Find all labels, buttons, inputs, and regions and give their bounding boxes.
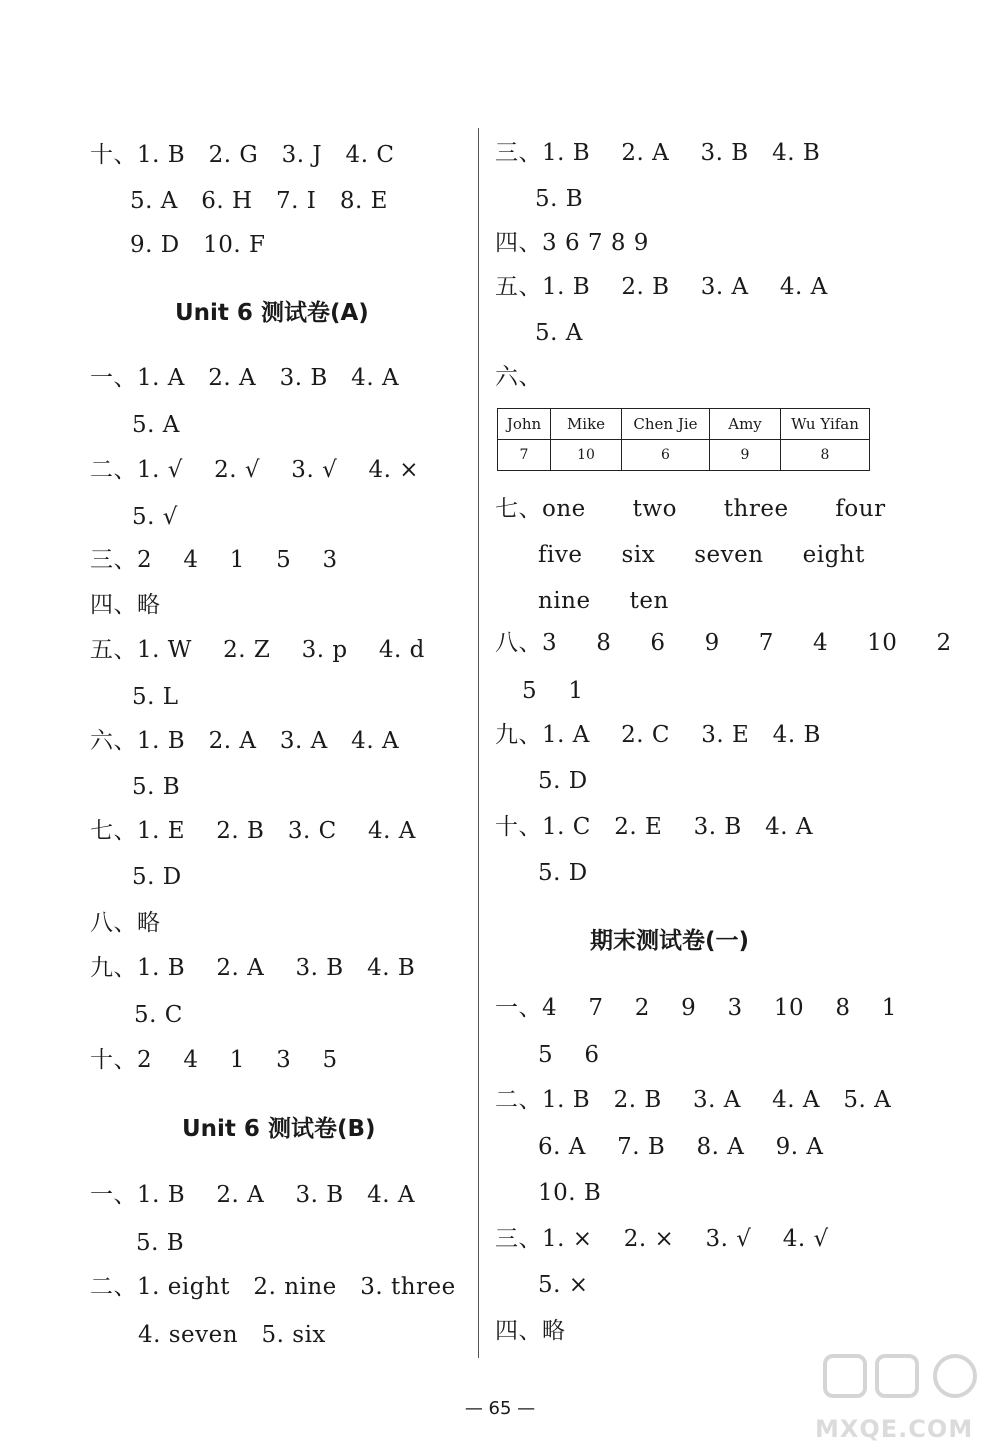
- answer-line: 七、one two three four: [495, 496, 886, 522]
- column-divider: [478, 128, 479, 1358]
- table-header-cell: Chen Jie: [622, 409, 710, 440]
- answer-line: 八、略: [90, 910, 161, 936]
- table-cell: 6: [622, 440, 710, 471]
- page-number: — 65 —: [464, 1398, 536, 1419]
- answer-line: 四、3 6 7 8 9: [495, 230, 649, 256]
- answer-line: 四、略: [90, 592, 161, 618]
- answer-line: 5. B: [535, 186, 584, 212]
- answer-line: 三、1. B 2. A 3. B 4. B: [495, 140, 821, 166]
- answer-line: 5. D: [132, 864, 182, 890]
- answer-line: 六、: [495, 364, 542, 390]
- answer-line: 三、2 4 1 5 3: [90, 547, 338, 573]
- answer-line: 5. ×: [538, 1272, 589, 1298]
- answer-line: 9. D 10. F: [130, 232, 266, 258]
- table-header-cell: Mike: [551, 409, 622, 440]
- answer-line: 5. D: [538, 860, 588, 886]
- answer-line: 5. A 6. H 7. I 8. E: [130, 188, 388, 214]
- section-heading: Unit 6 测试卷(B): [182, 1116, 376, 1142]
- answer-line: 八、3 8 6 9 7 4 10 2: [495, 630, 952, 656]
- answer-line: 一、1. B 2. A 3. B 4. A: [90, 1182, 415, 1208]
- answer-line: 五、1. W 2. Z 3. p 4. d: [90, 637, 425, 663]
- answer-line: 5. A: [535, 320, 583, 346]
- answer-line: 5. L: [132, 684, 179, 710]
- watermark-text: MXQE.COM: [815, 1415, 974, 1443]
- answer-line: 十、1. C 2. E 3. B 4. A: [495, 814, 814, 840]
- table-row: [498, 440, 870, 471]
- answer-line: 5. B: [132, 774, 181, 800]
- answer-line: 5. A: [132, 412, 180, 438]
- answer-line: 七、1. E 2. B 3. C 4. A: [90, 818, 416, 844]
- table-cell: 9: [710, 440, 781, 471]
- answer-line: 十、1. B 2. G 3. J 4. C: [90, 142, 395, 168]
- answer-line: 五、1. B 2. B 3. A 4. A: [495, 274, 828, 300]
- answer-line: 四、略: [495, 1318, 566, 1344]
- answer-line: 二、1. eight 2. nine 3. three: [90, 1274, 456, 1300]
- answer-line: 10. B: [538, 1180, 602, 1206]
- answer-line: 5. √: [132, 504, 178, 530]
- answer-line: 二、1. B 2. B 3. A 4. A 5. A: [495, 1087, 892, 1113]
- answer-line: 十、2 4 1 3 5: [90, 1047, 338, 1073]
- table-header-cell: John: [498, 409, 551, 440]
- table-cell: 8: [781, 440, 870, 471]
- answer-line: five six seven eight: [538, 542, 865, 568]
- section-heading: Unit 6 测试卷(A): [175, 300, 369, 326]
- answer-line: 5 6: [538, 1042, 600, 1068]
- answer-line: 5. C: [134, 1002, 183, 1028]
- section-heading: 期末测试卷(一): [590, 928, 750, 954]
- answer-line: 6. A 7. B 8. A 9. A: [538, 1134, 824, 1160]
- answer-line: 一、1. A 2. A 3. B 4. A: [90, 365, 400, 391]
- answer-line: 5. D: [538, 768, 588, 794]
- answer-line: 5. B: [136, 1230, 185, 1256]
- answer-line: nine ten: [538, 588, 669, 614]
- table-cell: 10: [551, 440, 622, 471]
- answer-line: 六、1. B 2. A 3. A 4. A: [90, 728, 400, 754]
- table-header-row: [498, 409, 870, 440]
- answer-line: 二、1. √ 2. √ 3. √ 4. ×: [90, 457, 419, 483]
- watermark-glyph-icon: [815, 1348, 995, 1408]
- answer-line: 九、1. B 2. A 3. B 4. B: [90, 955, 416, 981]
- answer-line: 5 1: [522, 678, 584, 704]
- answer-line: 九、1. A 2. C 3. E 4. B: [495, 722, 821, 748]
- table-header-cell: Wu Yifan: [781, 409, 870, 440]
- answer-line: 三、1. × 2. × 3. √ 4. √: [495, 1226, 829, 1252]
- table-cell: 7: [498, 440, 551, 471]
- watermark-logo: [815, 1348, 995, 1443]
- answer-line: 一、4 7 2 9 3 10 8 1: [495, 995, 897, 1021]
- student-number-table: [497, 408, 870, 471]
- table-header-cell: Amy: [710, 409, 781, 440]
- answer-line: 4. seven 5. six: [138, 1322, 326, 1348]
